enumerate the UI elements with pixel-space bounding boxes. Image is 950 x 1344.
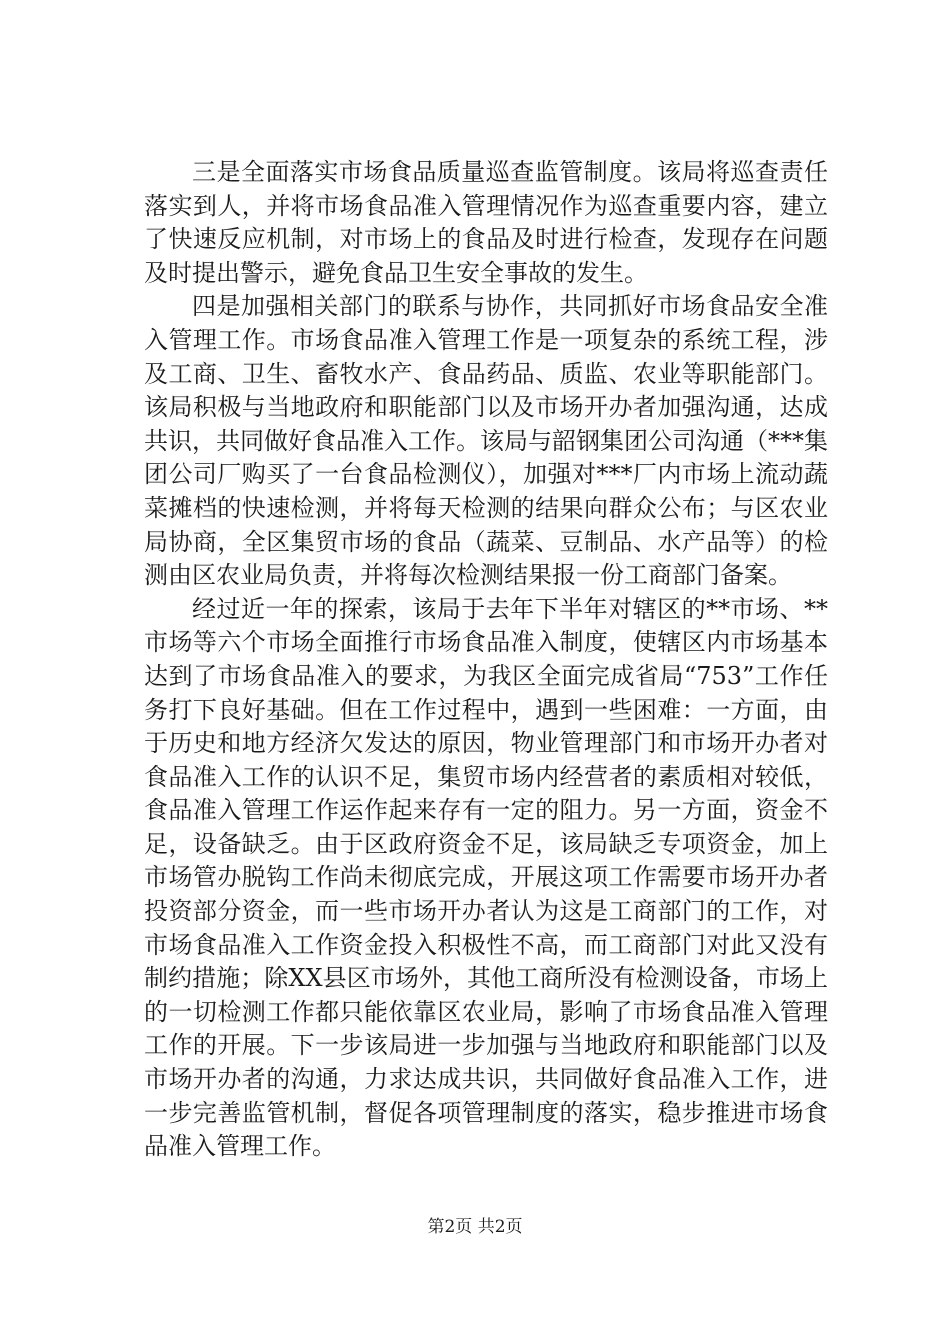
page-number-footer: 第2页 共2页 bbox=[427, 1217, 523, 1237]
paragraph-2: 四是加强相关部门的联系与协作，共同抓好市场食品安全准入管理工作。市场食品准入管理工作是一项复杂的系统工程，涉及工商、卫生、畜牧水产、食品药品、质监、农业等职能部门。该局积极与当地政府和职能部门以及市场开办者加强沟通，达成共识，共同做好食品准入工作。该局与韶钢集团公司沟通（***集团公司厂购买了一台食品检测仪），加强对***厂内市场上流动蔬菜摊档的快速检测，并将每天检测的结果向群众公布；与区农业局协商，全区集贸市场的食品（蔬菜、豆制品、水产品等）的检测由区农业局负责，并将每次检测结果报一份工商部门备案。 bbox=[144, 292, 828, 590]
document-body bbox=[144, 156, 828, 1164]
paragraph-1: 三是全面落实市场食品质量巡查监管制度。该局将巡查责任落实到人，并将市场食品准入管理情况作为巡查重要内容，建立了快速反应机制，对市场上的食品及时进行检查，发现存在问题及时提出警示，避免食品卫生安全事故的发生。 bbox=[144, 158, 828, 287]
paragraph-3: 经过近一年的探索，该局于去年下半年对辖区的**市场、**市场等六个市场全面推行市场食品准入制度，使辖区内市场基本达到了市场食品准入的要求，为我区全面完成省局“753”工作任务打下良好基础。但在工作过程中，遇到一些困难：一方面，由于历史和地方经济欠发达的原因，物业管理部门和市场开办者对食品准入工作的认识不足，集贸市场内经营者的素质相对较低，食品准入管理工作运作起来存有一定的阻力。另一方面，资金不足，设备缺乏。由于区政府资金不足，该局缺乏专项资金，加上市场管办脱钩工作尚未彻底完成，开展这项工作需要市场开办者投资部分资金，而一些市场开办者认为这是工商部门的工作，对市场食品准入工作资金投入积极性不高，而工商部门对此又没有制约措施；除XX县区市场外，其他工商所没有检测设备，市场上的一切检测工作都只能依靠区农业局，影响了市场食品准入管理工作的开展。下一步该局进一步加强与当地政府和职能部门以及市场开办者的沟通，力求达成共识，共同做好食品准入工作，进一步完善监管机制，督促各项管理制度的落实，稳步推进市场食品准入管理工作。 bbox=[144, 594, 828, 1161]
